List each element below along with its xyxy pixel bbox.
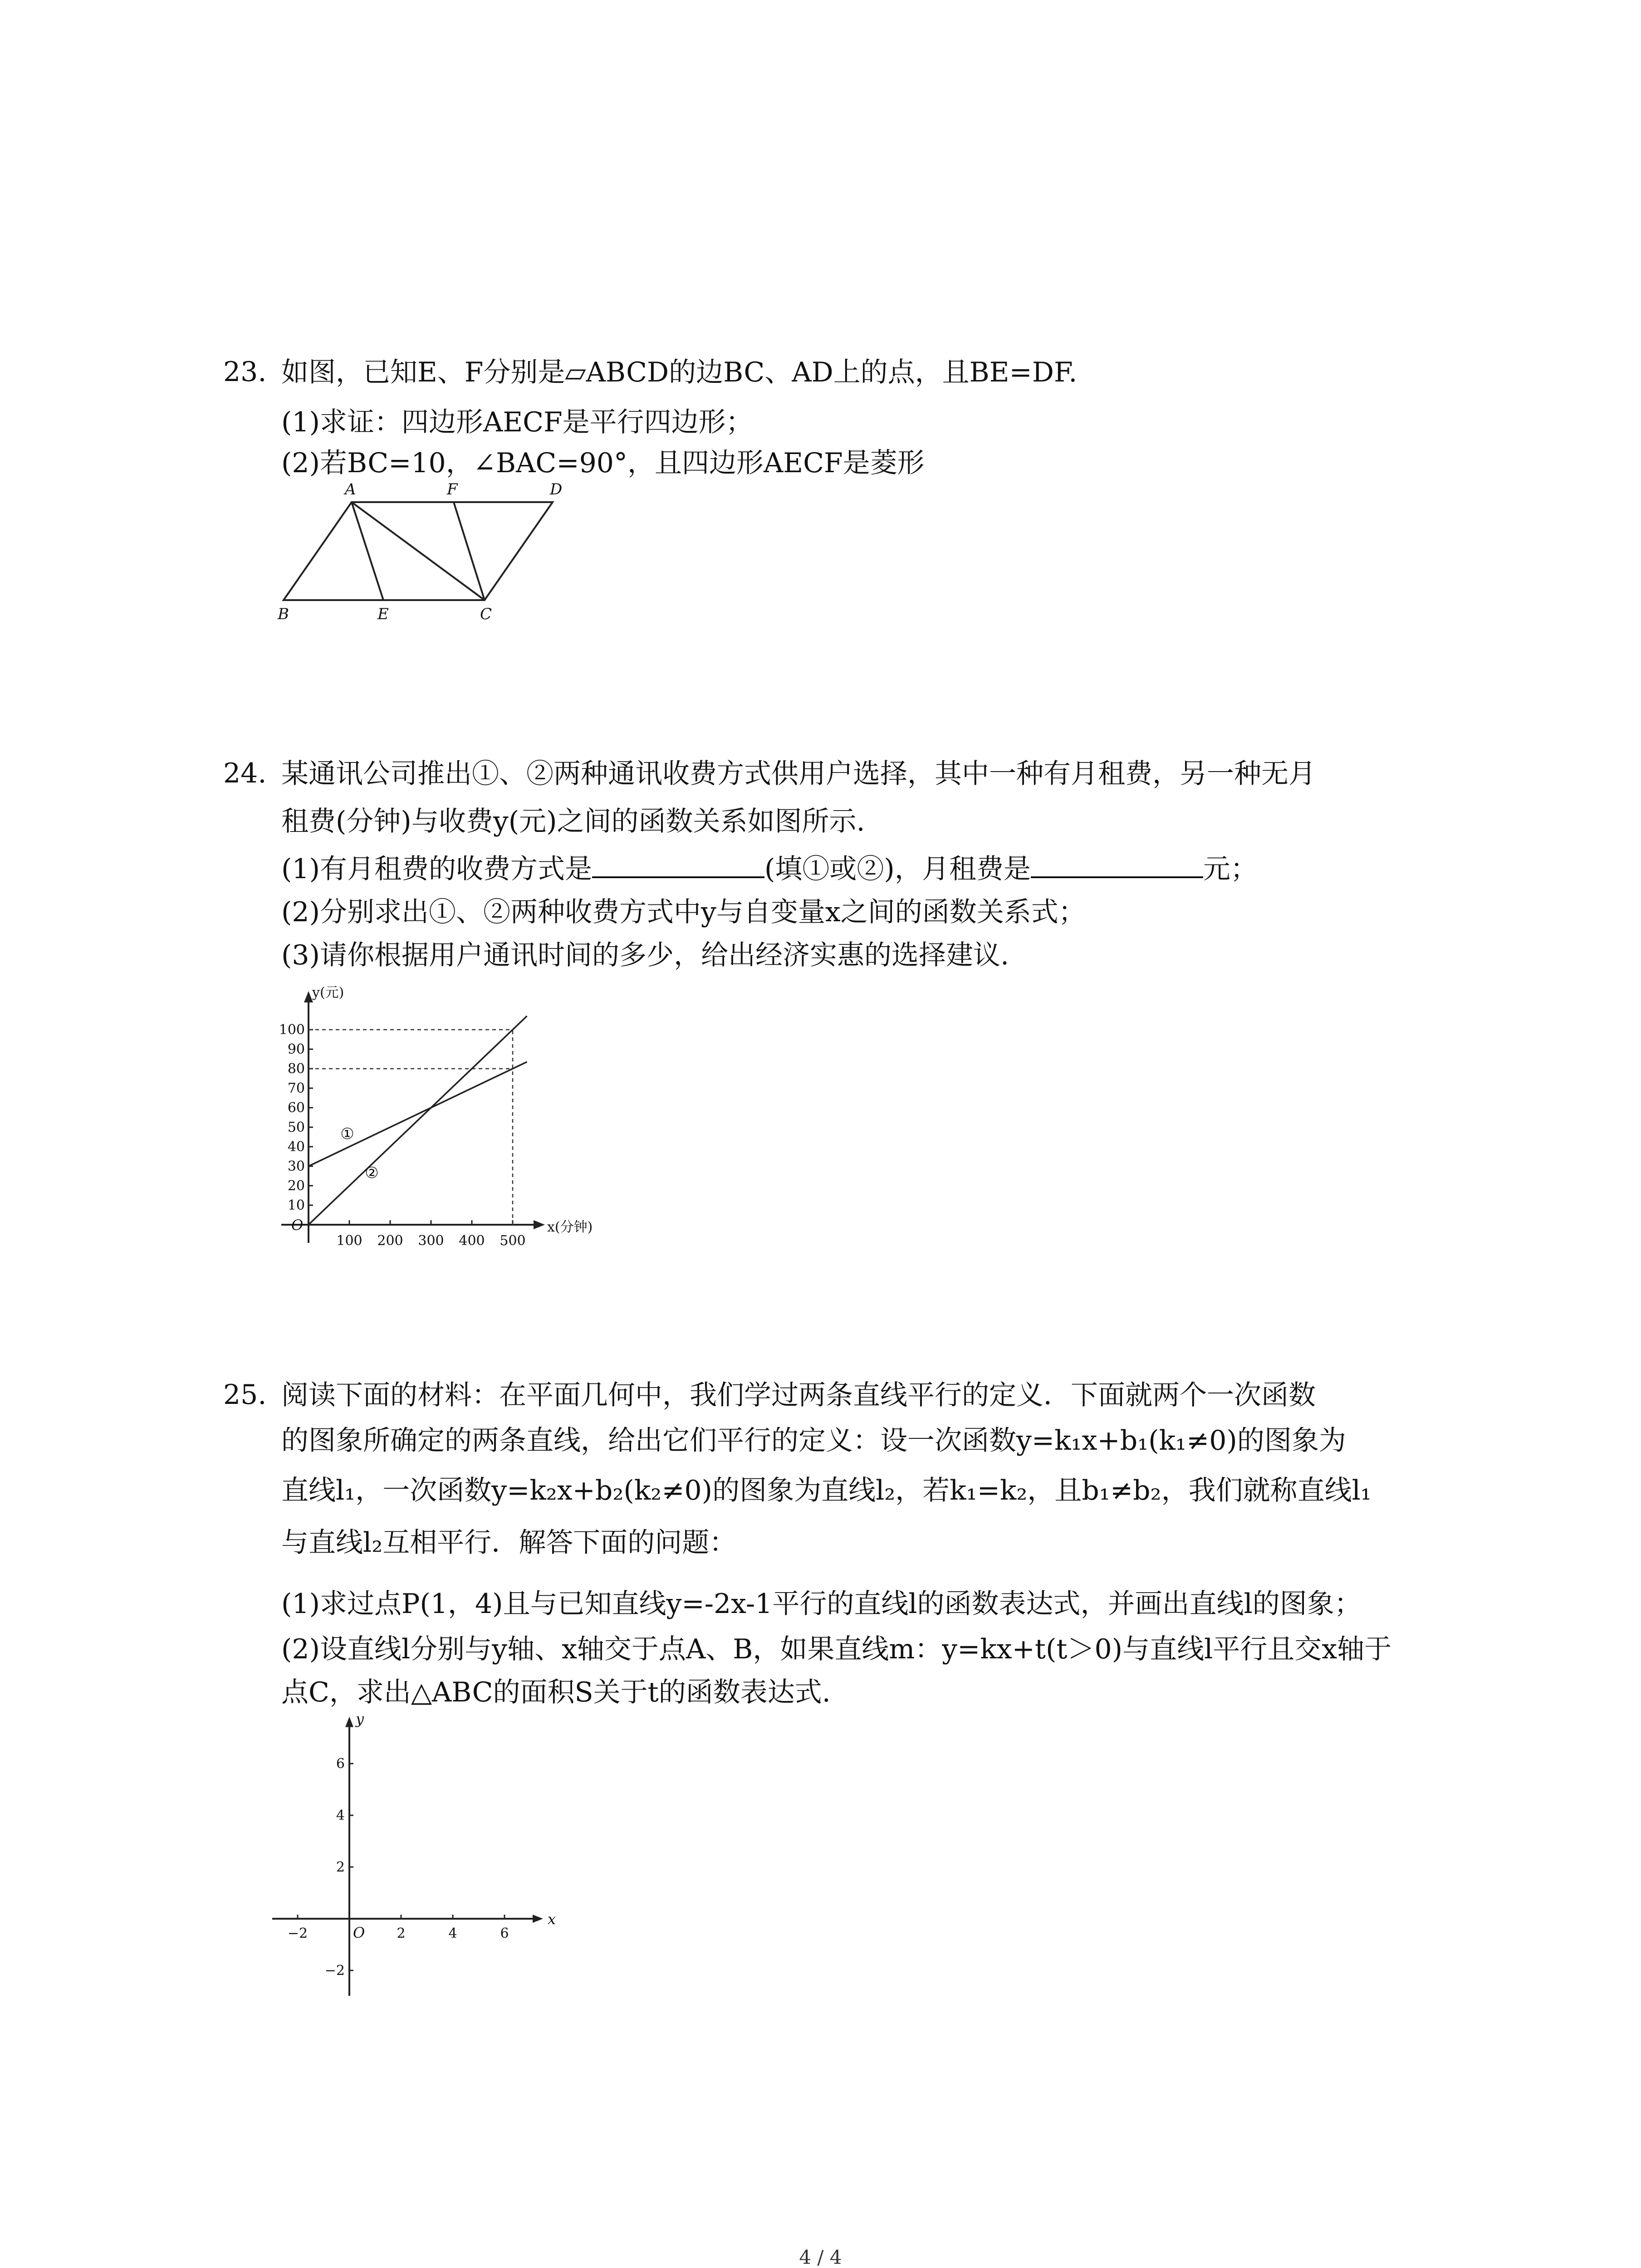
origin-label: O	[291, 1217, 304, 1234]
question-stem-line-1: 某通讯公司推出①、②两种通讯收费方式供用户选择，其中一种有月租费，另一种无月	[281, 758, 1316, 790]
part-2: (2)若BC=10，∠BAC=90°，且四边形AECF是菱形	[281, 447, 925, 479]
parallelogram-figure	[272, 481, 590, 626]
series-line-1	[309, 1062, 527, 1166]
question-stem-line-2: 租费(分钟)与收费y(元)之间的函数关系如图所示.	[281, 806, 865, 837]
x-tick-label: 400	[459, 1233, 485, 1249]
material-line-2: 的图象所确定的两条直线，给出它们平行的定义：设一次函数y=k₁x+b₁(k₁≠0)的图象为	[281, 1425, 1346, 1457]
y-tick-label: 80	[287, 1061, 305, 1077]
y-tick-label: 20	[287, 1178, 305, 1194]
origin-label: O	[353, 1924, 365, 1941]
x-axis-arrow	[534, 1220, 545, 1229]
x-tick-label: 300	[418, 1233, 444, 1249]
part-1	[281, 853, 1258, 885]
part-1: (1)求证：四边形AECF是平行四边形；	[281, 406, 753, 438]
segment-fc	[454, 502, 485, 600]
part-3: (3)请你根据用户通讯时间的多少，给出经济实惠的选择建议.	[281, 939, 1009, 971]
y-tick-label: 2	[336, 1859, 345, 1875]
page-number: 4 / 4	[799, 2246, 842, 2268]
answer-blank-1[interactable]	[592, 855, 764, 878]
label-f: F	[447, 481, 458, 499]
y-tick-label: 30	[287, 1158, 305, 1174]
label-b: B	[278, 605, 289, 623]
part-1-text-a: (1)有月租费的收费方式是	[281, 853, 592, 885]
x-tick-label: −2	[287, 1926, 308, 1941]
label-d: D	[550, 481, 563, 499]
material-line-3: 直线l₁，一次函数y=k₂x+b₂(k₂≠0)的图象为直线l₂，若k₁=k₂，且b₁≠b₂，我们就称直线l₁	[281, 1475, 1372, 1506]
y-axis-label: y	[356, 1715, 364, 1728]
x-tick-label: 100	[336, 1233, 362, 1249]
y-tick-label: 10	[287, 1198, 305, 1213]
series-label-1: ①	[340, 1124, 354, 1143]
y-axis-arrow	[345, 1717, 353, 1727]
series-label-2: ②	[365, 1163, 379, 1182]
part-1-text-b: (填①或②)，月租费是	[764, 853, 1031, 885]
x-axis-arrow	[533, 1915, 543, 1923]
y-tick-label: 50	[287, 1119, 305, 1135]
x-tick-label: 2	[397, 1926, 406, 1941]
x-axis-label: x(分钟)	[547, 1219, 593, 1235]
question-stem: 如图，已知E、F分别是▱ABCD的边BC、AD上的点，且BE=DF.	[281, 357, 1078, 388]
question-number: 23.	[223, 356, 267, 388]
part-2-line-1: (2)设直线l分别与y轴、x轴交于点A、B，如果直线m：y=kx+t(t＞0)与直线l平行且交x轴于	[281, 1633, 1392, 1665]
y-axis-label: y(元)	[312, 985, 344, 1001]
billing-chart	[272, 980, 626, 1252]
segment-ae	[352, 502, 383, 600]
part-1-text-c: 元；	[1203, 853, 1258, 885]
label-c: C	[480, 605, 492, 623]
material-line-4: 与直线l₂互相平行．解答下面的问题：	[281, 1527, 737, 1559]
y-tick-label: 60	[287, 1100, 305, 1116]
x-tick-label: 500	[500, 1233, 526, 1249]
x-tick-label: 4	[448, 1926, 457, 1941]
y-tick-label: 4	[336, 1808, 345, 1823]
coordinate-plane	[272, 1715, 563, 1996]
x-tick-label: 200	[377, 1233, 403, 1249]
question-number: 24.	[223, 758, 267, 789]
label-e: E	[377, 605, 389, 623]
y-tick-label: 70	[287, 1080, 305, 1096]
x-tick-label: 6	[500, 1926, 509, 1941]
part-2: (2)分别求出①、②两种收费方式中y与自变量x之间的函数关系式；	[281, 896, 1086, 928]
question-number: 25.	[223, 1379, 267, 1411]
x-axis-label: x	[548, 1911, 556, 1928]
segment-ac	[352, 502, 485, 600]
y-tick-label: −2	[324, 1963, 345, 1979]
answer-blank-2[interactable]	[1031, 855, 1203, 878]
label-a: A	[345, 481, 356, 499]
y-axis-arrow	[304, 991, 313, 1002]
y-tick-label: 40	[287, 1139, 305, 1155]
part-2-line-2: 点C，求出△ABC的面积S关于t的函数表达式.	[281, 1677, 831, 1708]
y-tick-label: 100	[279, 1022, 305, 1038]
part-1: (1)求过点P(1，4)且与已知直线y=-2x-1平行的直线l的函数表达式，并画出直线l的图象；	[281, 1588, 1362, 1620]
series-line-2	[309, 1016, 527, 1225]
material-line-1: 阅读下面的材料：在平面几何中，我们学过两条直线平行的定义．下面就两个一次函数	[281, 1379, 1316, 1411]
y-tick-label: 90	[287, 1041, 305, 1057]
y-tick-label: 6	[336, 1756, 345, 1772]
